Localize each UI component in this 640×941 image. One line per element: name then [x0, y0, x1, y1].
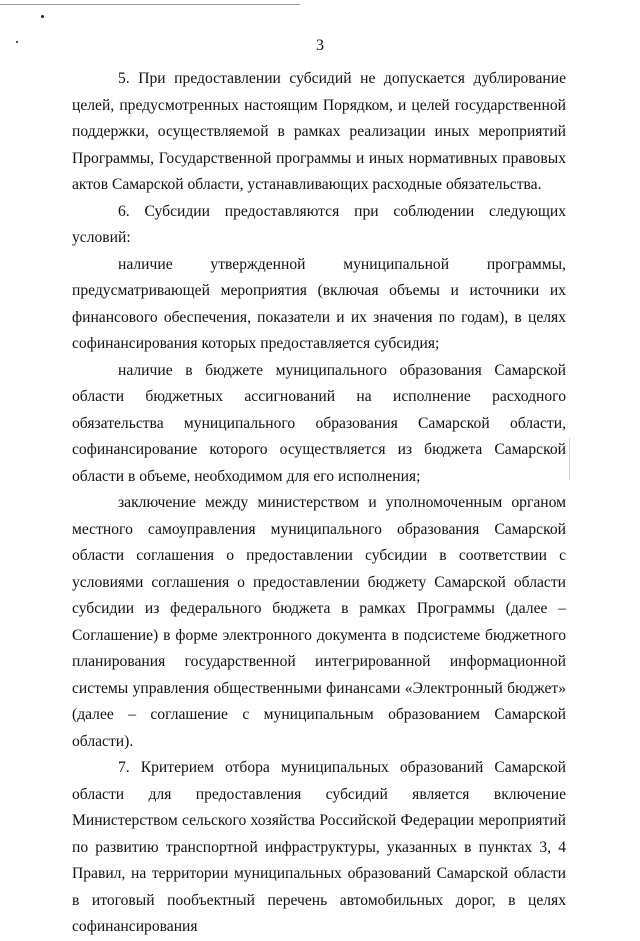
scan-speck	[41, 15, 44, 18]
paragraph-6: 6. Субсидии предоставляются при соблюдении следующих условий:	[72, 202, 566, 246]
page-number: 3	[316, 37, 324, 54]
condition-program: наличие утвержденной муниципальной программы, предусматривающей мероприятия (включая объемы и источники их финансового обеспечения, показатели и их значения по годам), в целях софинансирования которых предоставляется субсидия;	[72, 255, 566, 352]
condition-budget: наличие в бюджете муниципального образования Самарской области бюджетных ассигнований на исполнение расходного обязательства муниципального образования Самарской области, софинансирование которого осуществляется из бюджета Самарской области в объеме, необходимом для его исполнения;	[72, 361, 566, 485]
scan-edge-line	[0, 4, 300, 5]
document-body	[72, 66, 566, 941]
paragraph-7: 7. Критерием отбора муниципальных образований Самарской области для предоставления субсидий является включение Министерством сельского хозяйства Российской Федерации мероприятий по развитию транспортной инфраструктуры, указанных в пунктах 3, 4 Правил, на территории муниципальных образований Самарской области в итоговый пообъектный перечень автомобильных дорог, в целях софинансирования	[72, 759, 566, 935]
paragraph-5: 5. При предоставлении субсидий не допускается дублирование целей, предусмотренных настоящим Порядком, и целей государственной поддержки, осуществляемой в рамках реализации иных мероприятий Программы, Государственной программы и иных нормативных правовых актов Самарской области, устанавливающих расходные обязательства.	[72, 70, 566, 193]
scan-margin-mark	[569, 438, 570, 480]
condition-agreement: заключение между министерством и уполномоченным органом местного самоуправления муниципального образования Самарской области соглашения о предоставлении субсидии в соответствии с условиями соглашения о предоставлении бюджету Самарской области субсидии из федерального бюджета в рамках Программы (далее – Соглашение) в форме электронного документа в подсистеме бюджетного планирования государственной интегрированной информационной системы управления общественными финансами «Электронный бюджет» (далее – соглашение с муниципальным образованием Самарской области).	[72, 494, 566, 750]
